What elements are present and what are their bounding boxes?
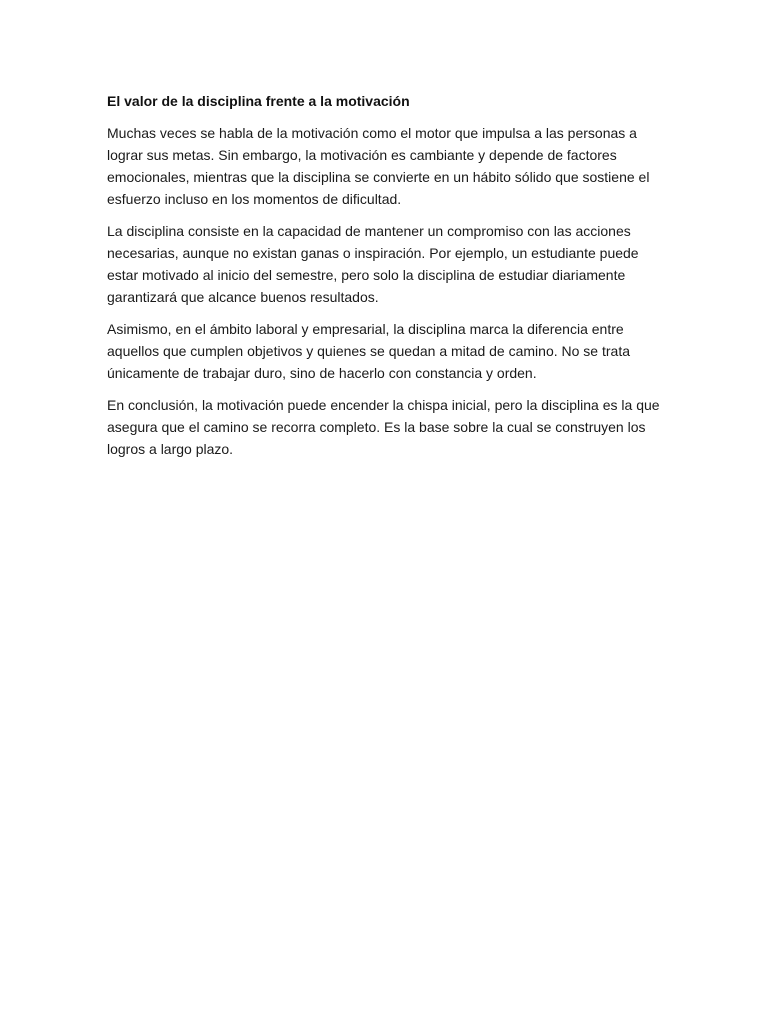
paragraph-1: Muchas veces se habla de la motivación como el motor que impulsa a las personas a lograr sus metas. Sin embargo, la motivación es cambiante y depende de factores emocionales, mientras que la disciplina se convierte en un hábito sólido que sostiene el esfuerzo incluso en los momentos de dificultad. xyxy=(107,125,650,207)
document-body xyxy=(107,90,663,470)
paragraph-4: En conclusión, la motivación puede encender la chispa inicial, pero la disciplina es la que asegura que el camino se recorra completo. Es la base sobre la cual se construyen los logros a largo plazo. xyxy=(107,397,660,457)
paragraph-2: La disciplina consiste en la capacidad de mantener un compromiso con las acciones necesarias, aunque no existan ganas o inspiración. Por ejemplo, un estudiante puede estar motivado al inicio del semestre, pero solo la disciplina de estudiar diariamente garantizará que alcance buenos resultados. xyxy=(107,223,639,305)
document-title: El valor de la disciplina frente a la motivación xyxy=(107,93,410,109)
paragraph-3: Asimismo, en el ámbito laboral y empresarial, la disciplina marca la diferencia entre aquellos que cumplen objetivos y quienes se quedan a mitad de camino. No se trata únicamente de trabajar duro, sino de hacerlo con constancia y orden. xyxy=(107,321,630,381)
